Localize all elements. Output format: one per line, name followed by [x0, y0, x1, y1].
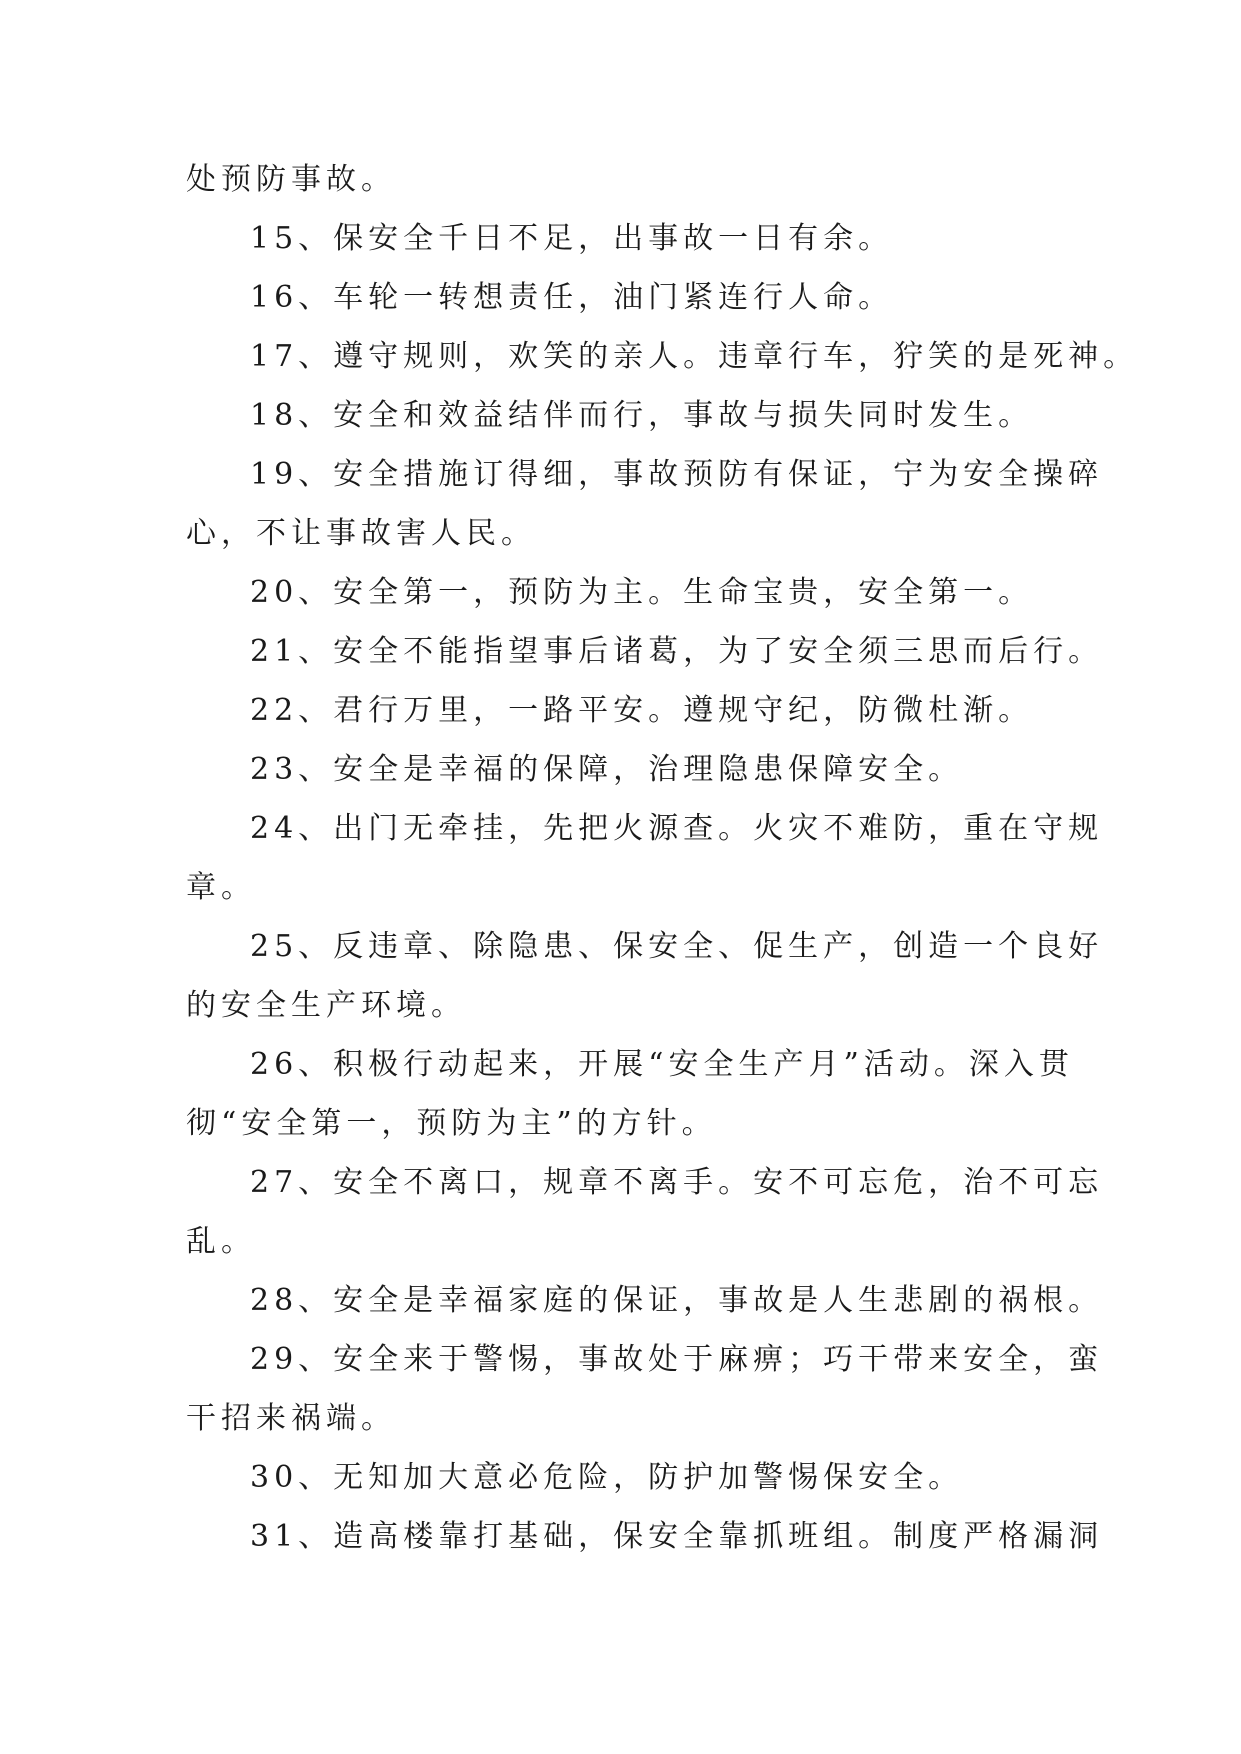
- text-line-17: 27、安全不离口，规章不离手。安不可忘危，治不可忘: [250, 1165, 1104, 1200]
- text-line-6: 心，不让事故害人民。: [186, 516, 536, 551]
- text-line-4: 18、安全和效益结伴而行，事故与损失同时发生。: [250, 398, 1034, 433]
- text-line-11: 24、出门无牵挂，先把火源查。火灾不难防，重在守规: [250, 811, 1104, 846]
- text-line-10: 23、安全是幸福的保障，治理隐患保障安全。: [250, 752, 964, 787]
- text-line-8: 21、安全不能指望事后诸葛，为了安全须三思而后行。: [250, 634, 1104, 669]
- text-line-14: 的安全生产环境。: [186, 988, 466, 1023]
- text-line-1: 15、保安全千日不足，出事故一日有余。: [250, 221, 894, 256]
- document-body: [186, 150, 1139, 1566]
- text-line-16: 彻“安全第一，预防为主”的方针。: [186, 1106, 717, 1141]
- text-line-5: 19、安全措施订得细，事故预防有保证，宁为安全操碎: [250, 457, 1104, 492]
- text-line-2: 16、车轮一转想责任，油门紧连行人命。: [250, 280, 894, 315]
- text-line-22: 30、无知加大意必危险，防护加警惕保安全。: [250, 1460, 964, 1495]
- text-line-9: 22、君行万里，一路平安。遵规守纪，防微杜渐。: [250, 693, 1034, 728]
- text-line-23: 31、造高楼靠打基础，保安全靠抓班组。制度严格漏洞: [250, 1519, 1104, 1554]
- text-line-20: 29、安全来于警惕，事故处于麻痹；巧干带来安全，蛮: [250, 1342, 1104, 1377]
- text-line-12: 章。: [186, 870, 256, 905]
- text-line-0: 处预防事故。: [186, 162, 396, 197]
- text-line-21: 干招来祸端。: [186, 1401, 396, 1436]
- text-line-15: 26、积极行动起来，开展“安全生产月”活动。深入贯: [250, 1047, 1074, 1082]
- text-line-18: 乱。: [186, 1224, 256, 1259]
- text-line-13: 25、反违章、除隐患、保安全、促生产，创造一个良好: [250, 929, 1104, 964]
- text-line-19: 28、安全是幸福家庭的保证，事故是人生悲剧的祸根。: [250, 1283, 1104, 1318]
- text-line-7: 20、安全第一，预防为主。生命宝贵，安全第一。: [250, 575, 1034, 610]
- text-line-3: 17、遵守规则，欢笑的亲人。违章行车，狞笑的是死神。: [250, 339, 1139, 374]
